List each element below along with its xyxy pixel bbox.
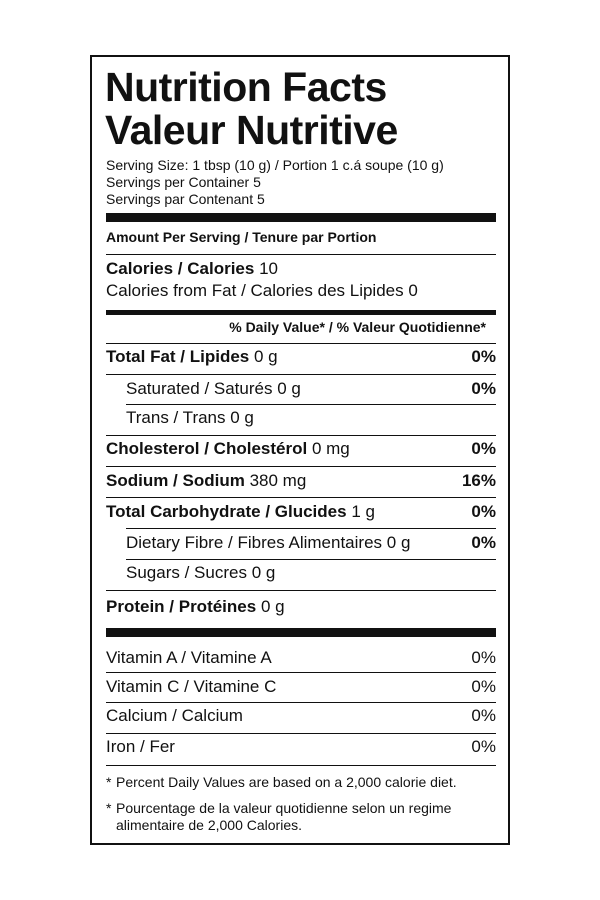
nutrient-percent: 0%	[471, 347, 496, 366]
nutrient-row-sodium	[106, 471, 496, 491]
divider	[106, 590, 496, 591]
nutrient-row-saturated	[126, 379, 496, 399]
medium-divider	[106, 310, 496, 315]
nutrient-label: Total Carbohydrate / Glucides	[106, 502, 347, 521]
nutrient-percent: 0%	[471, 533, 496, 552]
vitamin-percent: 0%	[471, 677, 496, 696]
divider	[106, 497, 496, 498]
divider	[106, 254, 496, 255]
nutrient-row-total-fat	[106, 347, 496, 367]
nutrient-amount: 0 g	[230, 408, 254, 427]
vitamin-label: Vitamin C / Vitamine C	[106, 677, 277, 696]
servings-per-container: Servings per Container 5	[106, 174, 261, 190]
nutrient-amount: 0 mg	[311, 439, 350, 458]
nutrient-label: Sugars / Sucres	[126, 563, 247, 582]
nutrient-label: Trans / Trans	[126, 408, 226, 427]
calories-from-fat: Calories from Fat / Calories des Lipides 0	[106, 281, 418, 300]
divider	[106, 435, 496, 436]
thick-divider	[106, 628, 496, 637]
nutrient-amount: 0 g	[260, 597, 285, 616]
title-french: Valeur Nutritive	[105, 107, 398, 153]
nutrition-label	[90, 55, 510, 845]
divider	[106, 765, 496, 766]
serving-size: Serving Size: 1 tbsp (10 g) / Portion 1 c.á soupe (10 g)	[106, 157, 444, 173]
divider	[106, 733, 496, 734]
nutrient-label: Total Fat / Lipides	[106, 347, 250, 366]
vitamin-label: Vitamin A / Vitamine A	[106, 648, 272, 667]
divider	[106, 672, 496, 673]
nutrient-label: Protein / Protéines	[106, 597, 257, 616]
nutrient-row-sugars	[126, 563, 496, 583]
nutrient-row-trans	[126, 408, 496, 428]
nutrient-row-carbohydrate	[106, 502, 496, 522]
nutrient-percent: 16%	[461, 471, 496, 490]
vitamin-label: Calcium / Calcium	[106, 706, 243, 725]
footnote-marker: *	[106, 774, 112, 790]
nutrient-percent: 0%	[471, 439, 496, 458]
nutrient-row-protein	[106, 597, 496, 617]
servings-par-contenant: Servings par Contenant 5	[106, 191, 265, 207]
nutrient-amount: 0 g	[251, 563, 276, 582]
nutrient-amount: 1 g	[351, 502, 375, 521]
vitamin-label: Iron / Fer	[106, 737, 175, 756]
nutrient-amount: 380 mg	[249, 471, 307, 490]
footnote-text: Pourcentage de la valeur quotidienne selon un regime	[116, 800, 452, 816]
amount-per-serving: Amount Per Serving / Tenure par Portion	[106, 229, 377, 245]
vitamin-row-iron	[106, 737, 496, 757]
nutrient-label: Saturated / Saturés	[126, 379, 273, 398]
calories-row	[106, 259, 496, 279]
footnote-text: alimentaire de 2,000 Calories.	[116, 817, 302, 833]
nutrient-label: Dietary Fibre / Fibres Alimentaires	[126, 533, 383, 552]
vitamin-percent: 0%	[471, 648, 496, 667]
nutrient-percent: 0%	[471, 379, 496, 398]
divider	[126, 559, 496, 560]
nutrient-amount: 0 g	[277, 379, 301, 398]
calories-label: Calories / Calories	[106, 259, 255, 278]
vitamin-percent: 0%	[471, 706, 496, 725]
nutrient-row-fibre	[126, 533, 496, 553]
divider	[106, 702, 496, 703]
divider	[106, 466, 496, 467]
daily-value-header: % Daily Value* / % Valeur Quotidienne*	[229, 319, 486, 335]
vitamin-row-a	[106, 648, 496, 668]
nutrient-percent: 0%	[471, 502, 496, 521]
divider	[106, 343, 496, 344]
footnote-text: Percent Daily Values are based on a 2,000 calorie diet.	[116, 774, 457, 790]
thick-divider	[106, 213, 496, 222]
footnote-marker: *	[106, 800, 112, 816]
nutrient-label: Cholesterol / Cholestérol	[106, 439, 308, 458]
nutrient-amount: 0 g	[386, 533, 411, 552]
divider	[126, 528, 496, 529]
vitamin-row-c	[106, 677, 496, 697]
nutrient-row-cholesterol	[106, 439, 496, 459]
nutrient-amount: 0 g	[253, 347, 278, 366]
calories-value: 10	[259, 259, 278, 278]
title-english: Nutrition Facts	[105, 64, 387, 110]
divider	[106, 374, 496, 375]
divider	[126, 404, 496, 405]
nutrient-label: Sodium / Sodium	[106, 471, 245, 490]
vitamin-row-calcium	[106, 706, 496, 726]
vitamin-percent: 0%	[471, 737, 496, 756]
